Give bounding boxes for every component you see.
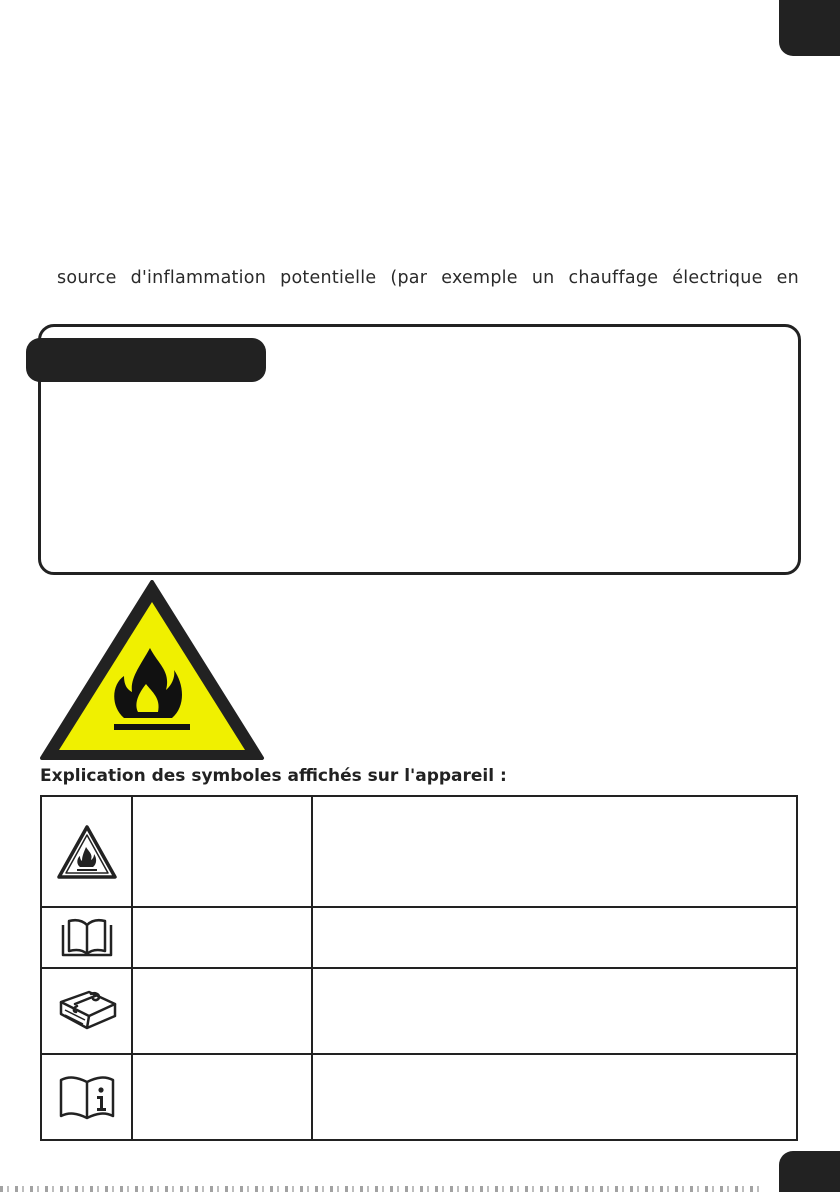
icon-cell bbox=[41, 907, 132, 968]
footer-strip bbox=[0, 1186, 760, 1192]
body-text-line: source d'inflammation potentielle (par exemple un chauffage électrique en bbox=[57, 268, 799, 288]
symbol-description-cell bbox=[312, 968, 797, 1054]
flammable-warning-icon bbox=[40, 580, 265, 760]
symbol-name-cell bbox=[132, 907, 312, 968]
table-row bbox=[41, 796, 797, 907]
page-tab-top bbox=[779, 0, 840, 56]
service-manual-icon bbox=[55, 988, 119, 1034]
flammable-warning-icon bbox=[55, 823, 119, 881]
info-manual-icon bbox=[57, 1074, 117, 1120]
page-tab-bottom bbox=[779, 1151, 840, 1192]
table-row bbox=[41, 968, 797, 1054]
symbols-table bbox=[40, 795, 798, 1141]
symbols-section-heading: Explication des symboles affichés sur l'appareil : bbox=[40, 766, 507, 786]
symbol-name-cell bbox=[132, 968, 312, 1054]
symbol-description-cell bbox=[312, 1054, 797, 1140]
symbol-name-cell bbox=[132, 1054, 312, 1140]
icon-cell bbox=[41, 968, 132, 1054]
icon-cell bbox=[41, 1054, 132, 1140]
symbol-name-cell bbox=[132, 796, 312, 907]
icon-cell bbox=[41, 796, 132, 907]
operator-manual-icon bbox=[59, 917, 115, 959]
table-row bbox=[41, 907, 797, 968]
warning-label-bar bbox=[26, 338, 266, 382]
table-row bbox=[41, 1054, 797, 1140]
symbol-description-cell bbox=[312, 796, 797, 907]
symbol-description-cell bbox=[312, 907, 797, 968]
